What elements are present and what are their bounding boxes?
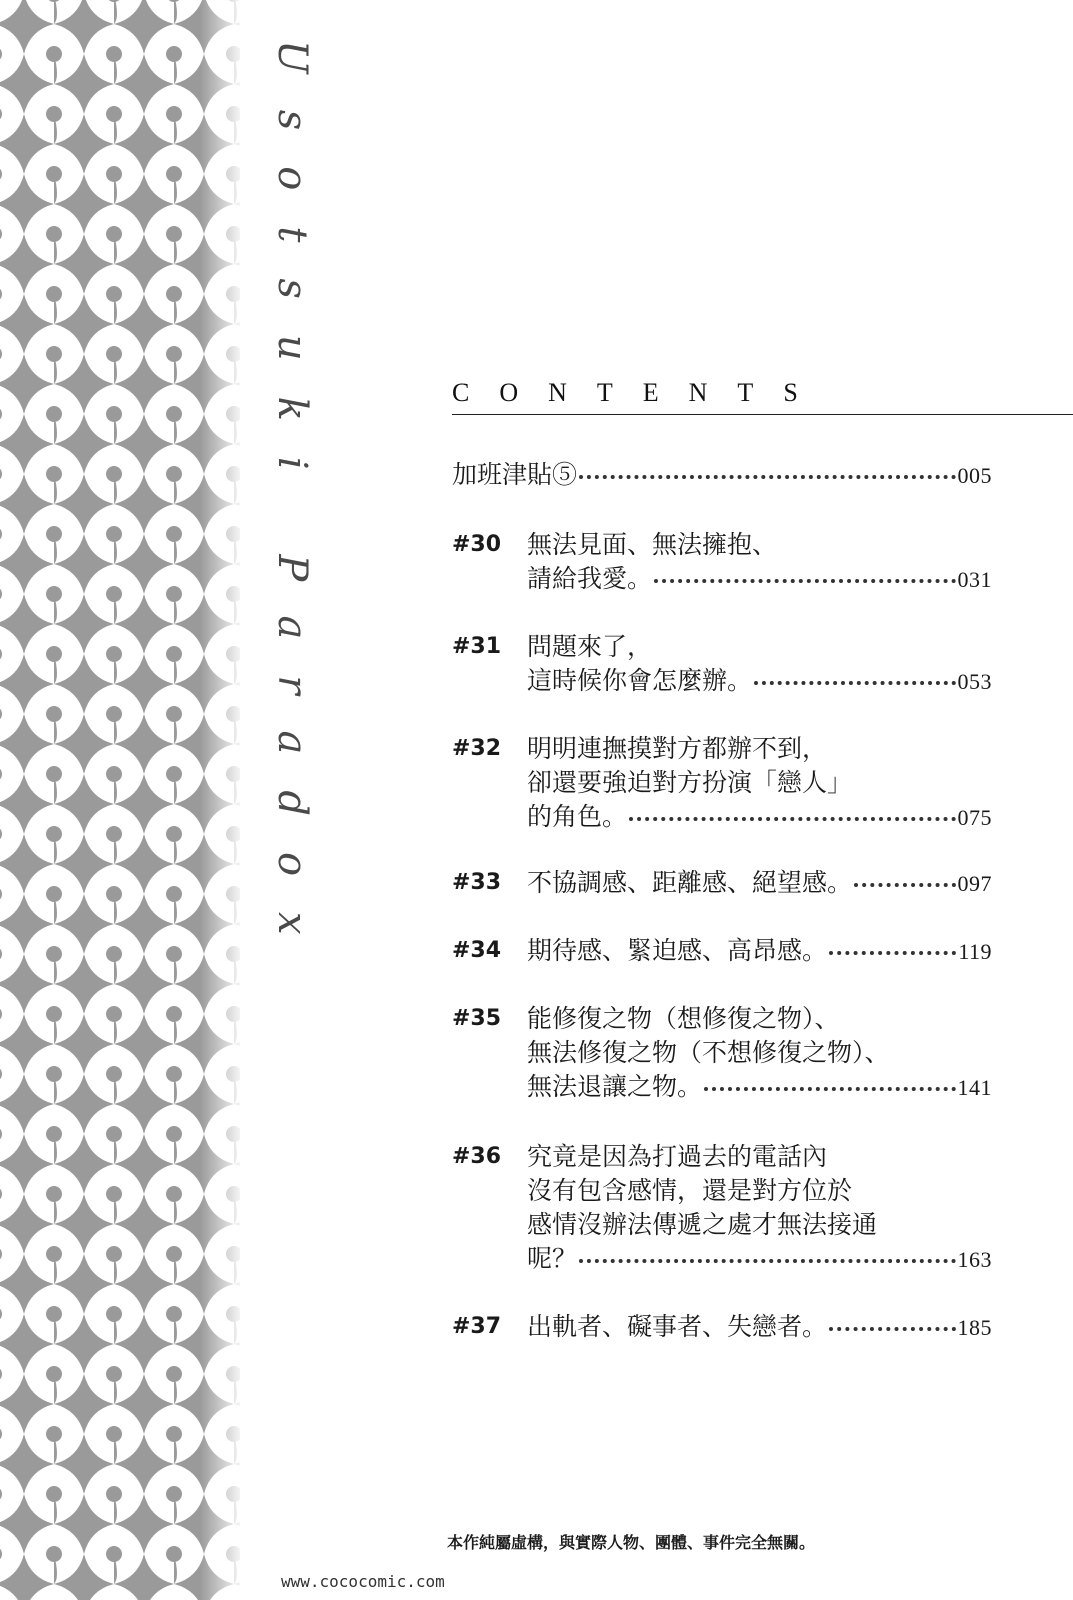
leader-dots bbox=[754, 681, 955, 685]
leader-dots bbox=[654, 579, 955, 583]
chapter-title-text: 究竟是因為打過去的電話內 bbox=[527, 1142, 828, 1171]
page-number: 163 bbox=[957, 1247, 992, 1272]
chapter-title-line bbox=[527, 934, 992, 968]
page-number: 185 bbox=[957, 1315, 992, 1340]
page-number: 053 bbox=[957, 669, 992, 694]
chapter-title-text: 請給我愛。 bbox=[527, 564, 653, 593]
chapter-number: #35 bbox=[452, 1006, 502, 1031]
chapter-title-text: 無法退讓之物。 bbox=[527, 1072, 703, 1101]
page-number: 141 bbox=[957, 1075, 992, 1100]
chapter-title-text: 期待感、緊迫感、高昂感。 bbox=[527, 936, 828, 965]
chapter-title-text: 能修復之物（想修復之物）、 bbox=[527, 1004, 840, 1033]
leader-dots bbox=[579, 1259, 955, 1263]
leader-dots bbox=[854, 883, 955, 887]
page-number: 005 bbox=[957, 463, 992, 488]
leader-dots bbox=[704, 1087, 955, 1091]
chapter-title-line bbox=[527, 866, 992, 900]
chapter-number: #36 bbox=[452, 1144, 502, 1169]
leader-dots bbox=[629, 817, 955, 821]
chapter-number: #33 bbox=[452, 870, 502, 895]
chapter-title-text: 加班津貼⑤ bbox=[452, 460, 578, 489]
leader-dots bbox=[829, 1327, 955, 1331]
page-number: 119 bbox=[958, 939, 992, 964]
chapter-title-text: 出軌者、礙事者、失戀者。 bbox=[527, 1312, 828, 1341]
chapter-title-line bbox=[527, 1140, 992, 1174]
chapter-title-text: 沒有包含感情，還是對方位於 bbox=[527, 1176, 853, 1205]
chapter-title-line bbox=[527, 562, 992, 596]
pattern-fade bbox=[200, 0, 260, 1600]
chapter-title-text: 無法見面、無法擁抱、 bbox=[527, 530, 778, 559]
chapter-title-line bbox=[527, 1242, 992, 1276]
chapter-title-text: 明明連撫摸對方都辦不到， bbox=[527, 734, 828, 763]
fiction-notice: 本作純屬虛構，與實際人物、團體、事件完全無關。 bbox=[447, 1533, 816, 1552]
chapter-title-text: 不協調感、距離感、絕望感。 bbox=[527, 868, 853, 897]
page-number: 097 bbox=[957, 871, 992, 896]
side-title: Usotsuki Paradox bbox=[269, 40, 315, 971]
chapter-title-line bbox=[527, 664, 992, 698]
chapter-title-text: 問題來了， bbox=[527, 632, 653, 661]
chapter-title-line bbox=[527, 1070, 992, 1104]
chapter-title-text: 感情沒辦法傳遞之處才無法接通 bbox=[527, 1210, 878, 1239]
leader-dots bbox=[829, 951, 956, 955]
chapter-title-line bbox=[527, 1208, 992, 1242]
leader-dots bbox=[579, 475, 955, 479]
contents-heading: CONTENTS bbox=[452, 378, 828, 407]
chapter-number: #30 bbox=[452, 532, 502, 557]
chapter-title-text: 無法修復之物（不想修復之物）、 bbox=[527, 1038, 890, 1067]
chapter-title-text: 呢？ bbox=[527, 1244, 578, 1273]
watermark: www.cococomic.com bbox=[281, 1572, 445, 1591]
chapter-title-line bbox=[527, 630, 992, 664]
chapter-title-line bbox=[527, 800, 992, 834]
page-number: 075 bbox=[957, 805, 992, 830]
chapter-title-line bbox=[527, 732, 992, 766]
chapter-number: #37 bbox=[452, 1314, 502, 1339]
chapter-number: #31 bbox=[452, 634, 502, 659]
chapter-title-line bbox=[527, 1174, 992, 1208]
chapter-title-text: 這時候你會怎麼辦。 bbox=[527, 666, 753, 695]
page-number: 031 bbox=[957, 567, 992, 592]
chapter-title-line bbox=[527, 528, 992, 562]
chapter-title-text: 的角色。 bbox=[527, 802, 628, 831]
chapter-title-line bbox=[452, 458, 992, 492]
heading-rule bbox=[452, 414, 1073, 415]
chapter-number: #32 bbox=[452, 736, 502, 761]
chapter-number: #34 bbox=[452, 938, 502, 963]
chapter-title-line bbox=[527, 1036, 992, 1070]
chapter-title-text: 卻還要強迫對方扮演「戀人」 bbox=[527, 768, 853, 797]
chapter-title-line bbox=[527, 766, 992, 800]
chapter-title-line bbox=[527, 1310, 992, 1344]
chapter-title-line bbox=[527, 1002, 992, 1036]
